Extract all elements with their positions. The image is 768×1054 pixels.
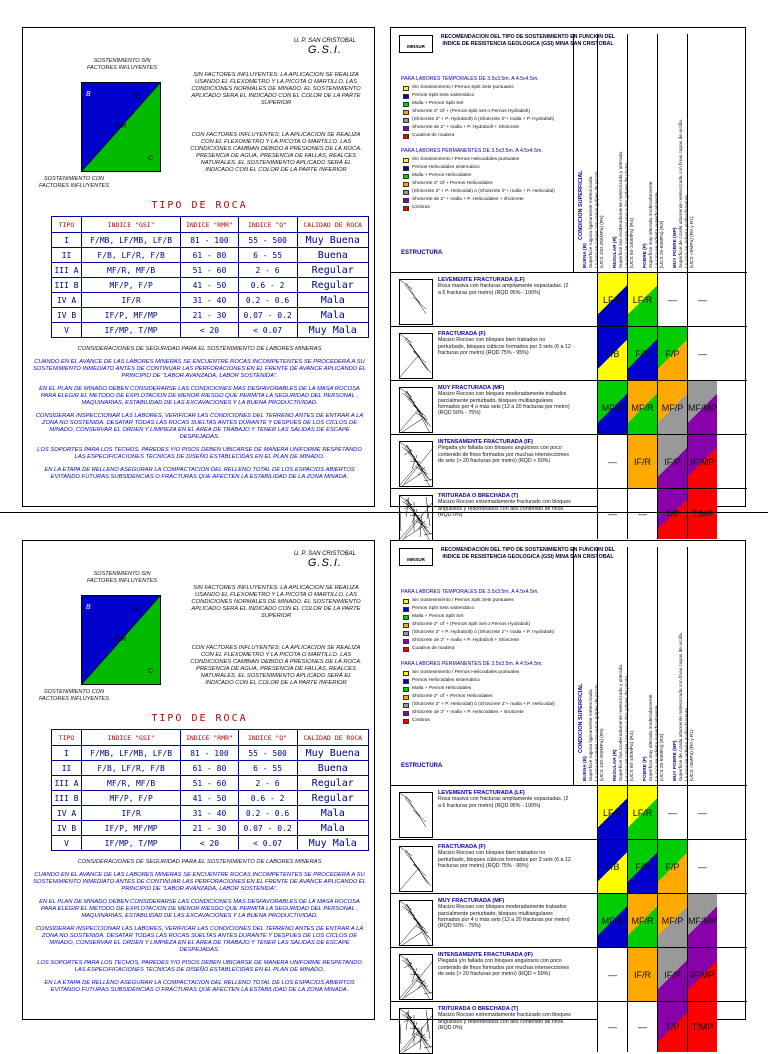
- table-cell: IV A: [52, 806, 82, 821]
- gsi-cell: F/R: [627, 327, 657, 381]
- table-header: TIPO: [52, 217, 82, 233]
- legend-item: Shotcrete 2" c/f + (Pernos Split Set o Pernos Hydrabolt): [403, 622, 530, 628]
- legend-item: Shotcrete 2" c/f + (Pernos Split Set o Pernos Hydrabolt): [403, 109, 530, 115]
- legend-item: (Shotcrete 3" + P. Hydrabolt) ó (Shotcrete 2"+ malla + P. Hydrabolt): [403, 117, 554, 123]
- safety-considerations: [33, 859, 366, 994]
- table-row: [52, 293, 369, 308]
- structure-description: LEVEMENTE FRACTURADA (LF) Roca masiva con fracturas ampliamente espaciadas. (2 a 6 fracturas por metro) (RQD 95% - 100%): [438, 277, 569, 296]
- table-cell: III A: [52, 776, 82, 791]
- chart-title: RECOMENDACION DEL TIPO DE SOSTENIMIENTO EN FUNCION DEL INDICE DE RESISTENCIA GEOLOGICA (GSI) MINA SAN CRISTOBAL: [440, 34, 616, 47]
- table-cell: Muy Buena: [297, 233, 369, 248]
- table-cell: III B: [52, 791, 82, 806]
- table-cell: Buena: [297, 248, 369, 263]
- gsi-color-diagram: [81, 595, 161, 685]
- gsi-cell: —: [687, 273, 717, 327]
- table-cell: 2 - 6: [238, 776, 297, 791]
- legend-item: Sin Sostenimiento / Pernos Helicoidales puntuales: [403, 157, 519, 163]
- structure-description: TRITURADA O BRECHADA (T) Macizo Rocoso extremadamente fracturado con bloques angulosos y redondeados con alto contenido de finos. (RQD 0%): [438, 493, 571, 518]
- diagram-c-label: C: [148, 155, 154, 162]
- legend-swatch: [403, 182, 409, 187]
- legend-swatch: [403, 711, 409, 716]
- table-cell: 81 - 100: [181, 746, 238, 761]
- gsi-cell: T/P: [657, 1002, 687, 1052]
- table-cell: 0.07 - 0.2: [238, 308, 297, 323]
- table-header: CALIDAD DE ROCA: [297, 217, 369, 233]
- table-cell: 51 - 60: [181, 263, 238, 278]
- legend-swatch: [403, 206, 409, 211]
- diagram-b-label: B: [86, 91, 91, 98]
- table-cell: 41 - 50: [181, 791, 238, 806]
- legend-item: Pernos Split Sets sistemático: [403, 93, 474, 99]
- table-cell: MF/R, MF/B: [82, 263, 181, 278]
- chart-title: RECOMENDACION DEL TIPO DE SOSTENIMIENTO EN FUNCION DEL INDICE DE RESISTENCIA GEOLOGICA (GSI) MINA SAN CRISTOBAL: [440, 547, 616, 560]
- label-with-factors: SOSTENIMIENTO CON FACTORES INFLUYENTES: [38, 176, 110, 189]
- considerations-title: CONSIDERACIONES DE SEGURIDAD PARA EL SOSTENIMIENTO DE LABORES MINERAS: [77, 859, 322, 865]
- legend-swatch: [403, 158, 409, 163]
- table-cell: III A: [52, 263, 82, 278]
- table-cell: V: [52, 323, 82, 338]
- table-header: INDICE "RMR": [181, 730, 238, 746]
- legend-item: (Shotcrete 3" + P. Hydrabolt) ó (Shotcrete 2"+ malla + P. Hydrabolt): [403, 630, 554, 636]
- gsi-cell: IF/R: [627, 948, 657, 1002]
- gsi-cell: —: [687, 840, 717, 894]
- gsi-cell: MF/P: [657, 894, 687, 948]
- rock-structure-image: [399, 954, 433, 1000]
- structure-row: [391, 434, 747, 488]
- legend-item: Shotcrete 2" c/f + Pernos Helicoidales: [403, 181, 493, 187]
- legend-item: Cimbras: [403, 205, 430, 211]
- label-without-factors: SOSTENIMIENTO SIN FACTORES INFLUYENTES: [86, 58, 158, 71]
- legend-swatch: [403, 703, 409, 708]
- table-cell: Muy Mala: [297, 836, 369, 851]
- gsi-cell: LF/R: [627, 273, 657, 327]
- consideration-item: EN EL PLAN DE MINADO DEBEN CONSIDERARSE LAS CONDICIONES MAS DESFAVORABLES DE LA MASA ROCOSA PARA ELEGIR EL METODO DE EXPLOTACION DE MENOR RIESGO QUE PERMITA LA SEGURIDAD DEL PERSONAL , MAQUINARIAS, ESTABILIDAD DE LAS EXCAVACIONES Y LA BUENA PRODUCTIVIDAD.: [39, 386, 360, 406]
- legend-item: Shotcrete de 2" + malla + P. Hydrabolt + Shotcrete: [403, 638, 519, 644]
- table-cell: 61 - 80: [181, 761, 238, 776]
- table-header: TIPO: [52, 730, 82, 746]
- legend-swatch: [403, 110, 409, 115]
- structure-row: [391, 947, 747, 1001]
- permanent-title: PARA LABORES PERMANENTES DE 3.5x3.5m. A 4.5x4.5m.: [401, 661, 543, 667]
- paragraph-with-factors: CON FACTORES INFLUYENTES: LA APLICACION SE REALIZA CON EL FLEXOMETRO Y LA PICOTA O MARTILLO. LAS CONDICIONES CAMBIAN DEBIDO A PRESIONES DE LA ROCA. PRESENCIA DE AGUA, PRESENCIA DE FALLAS, REALCES NATURALES. EL SOSTENIMIENTO APLICADO SERÁ EL INDICADO CON EL COLOR DE LA PARTE INFERIOR: [190, 132, 362, 173]
- table-cell: 6 - 55: [238, 248, 297, 263]
- table-row: [52, 776, 369, 791]
- gsi-cell: F/P: [657, 327, 687, 381]
- legend-item: Malla + Pernos Split Set: [403, 614, 463, 620]
- legend-swatch: [403, 190, 409, 195]
- table-cell: II: [52, 248, 82, 263]
- condition-column: MUY POBRE (MP) Superficie de cizalla altamente meteorizada con finas capas de arcilla. La roca se indenta profundamente. (UCS <5MPa) (R0 y R1): [687, 547, 717, 785]
- structure-description: INTENSAMENTE FRACTURADA (IF) Plegada y/o fallada con bloques angulosos con poco contenido de finos formados por muchas intersecciones de sets (> 20 fracturas por metro) (RQD < 50%): [438, 439, 570, 464]
- rock-structure-image: [399, 279, 433, 325]
- rock-type-table: [51, 729, 369, 851]
- legend-item: Shotcrete de 2" + malla + P. Helicoidales + shotcrete: [403, 710, 524, 716]
- legend-swatch: [403, 174, 409, 179]
- gsi-cell: —: [597, 1002, 627, 1052]
- table-cell: IV A: [52, 293, 82, 308]
- gsi-cell: IF/R: [627, 435, 657, 489]
- legend-swatch: [403, 631, 409, 636]
- legend-item: Pernos Helicoidales sistemático: [403, 165, 480, 171]
- gsi-cell: MF/B: [597, 381, 627, 435]
- table-cell: 0.6 - 2: [238, 791, 297, 806]
- table-row: [52, 761, 369, 776]
- legend-item: Shotcrete de 2" + malla + P. Helicoidales + shotcrete: [403, 197, 524, 203]
- gsi-cell: —: [687, 327, 717, 381]
- consideration-item: LOS SOPORTES PARA LOS TECHOS, PAREDES Y/O PISOS DEBEN UBICARSE DE MANERA UNIFORME RESPETANDO LAS ESPECIFICACIONES TECNICAS DE DISEÑO ESTABLECIDAS EN EL PLAN DE MINADO.: [37, 960, 362, 973]
- table-cell: < 0.07: [238, 323, 297, 338]
- table-cell: 2 - 6: [238, 263, 297, 278]
- legend-swatch: [403, 134, 409, 139]
- table-header: INDICE "GSI": [82, 730, 181, 746]
- gsi-cell: MF/P: [657, 381, 687, 435]
- gsi-cell: LF/B: [597, 786, 627, 840]
- gsi-cell: MF/R: [627, 381, 657, 435]
- condition-column: POBRE (P) Superficie muy alterada moderadamente. La roca se indenta superficialmente. (UCS 25-50MPa) (R3): [657, 34, 687, 272]
- legend-swatch: [403, 599, 409, 604]
- table-cell: 41 - 50: [181, 278, 238, 293]
- table-cell: 55 - 500: [238, 233, 297, 248]
- label-with-factors: SOSTENIMIENTO CON FACTORES INFLUYENTES: [38, 689, 110, 702]
- structure-row: [391, 893, 747, 947]
- structure-description: TRITURADA O BRECHADA (T) Macizo Rocoso extremadamente fracturado con bloques angulosos y redondeados con alto contenido de finos. (RQD 0%): [438, 1006, 571, 1031]
- table-cell: IF/R: [82, 293, 181, 308]
- table-cell: I: [52, 233, 82, 248]
- table-cell: IF/MP, T/MP: [82, 323, 181, 338]
- paragraph-without-factors: SIN FACTORES INFLUYENTES: LA APLICACION SE REALIZA USANDO EL FLEXOMETRO Y LA PICOTA O MARTILLO. LAS CONDICIONES NORMALES DE MINADO. EL SOSTENIMIENTO APLICADO SERÁ EL INDICADO CON EL COLOR DE LA PARTE SUPERIOR: [191, 72, 361, 106]
- table-cell: Mala: [297, 806, 369, 821]
- diagram-c-label: C: [148, 668, 154, 675]
- legend-item: Cimbras: [403, 718, 430, 724]
- table-cell: Buena: [297, 761, 369, 776]
- table-cell: Mala: [297, 293, 369, 308]
- table-cell: Mala: [297, 308, 369, 323]
- gsi-cell: F/B: [597, 840, 627, 894]
- table-row: [52, 233, 369, 248]
- gsi-cell: —: [657, 786, 687, 840]
- table-cell: 0.2 - 0.6: [238, 293, 297, 308]
- legend-swatch: [403, 647, 409, 652]
- considerations-title: CONSIDERACIONES DE SEGURIDAD PARA EL SOSTENIMIENTO DE LABORES MINERAS: [77, 346, 322, 352]
- table-cell: IF/P, MF/MP: [82, 821, 181, 836]
- table-row: [52, 806, 369, 821]
- table-header: INDICE "Q": [238, 730, 297, 746]
- legend-swatch: [403, 118, 409, 123]
- legend-item: Sin Sostenimiento / Pernos Split Sets puntuales: [403, 85, 514, 91]
- table-cell: MF/P, F/P: [82, 278, 181, 293]
- table-cell: Regular: [297, 278, 369, 293]
- gsi-left-panel: [22, 540, 375, 1020]
- rock-structure-image: [399, 441, 433, 487]
- legend-item: Cuadros de madera: [403, 133, 454, 139]
- legend-swatch: [403, 671, 409, 676]
- rock-type-table: [51, 216, 369, 338]
- table-cell: 81 - 100: [181, 233, 238, 248]
- table-row: [52, 746, 369, 761]
- diagram-r-label: R: [134, 93, 140, 100]
- table-cell: MF/R, MF/B: [82, 776, 181, 791]
- company-name: U. P. SAN CRISTOBAL: [293, 551, 356, 557]
- gsi-cell: IF/P: [657, 435, 687, 489]
- legend-swatch: [403, 679, 409, 684]
- gsi-cell: MF/MP: [687, 894, 717, 948]
- gsi-page: [0, 512, 768, 1032]
- legend-swatch: [403, 623, 409, 628]
- rock-structure-image: [399, 333, 433, 379]
- diagram-fr-label: F/R: [115, 636, 127, 643]
- table-cell: IF/R: [82, 806, 181, 821]
- legend-item: (Shotcrete 3" + P. Helicoidal) ó (Shotcrete 2"+ malla + P. Helicoidal): [403, 189, 555, 195]
- consideration-item: EN LA ETAPA DE RELLENO ASEGURAR LA COMPACTACION DEL RELLENO TOTAL DE LOS ESPACIOS ABIERTOS EVITANDO FUTURAS SUBSIDENCIAS O FRACTURAS QUE AFECTEN LA ESTABILIDAD DE LA ZONA MINADA.: [44, 467, 355, 480]
- gsi-cell: LF/R: [627, 786, 657, 840]
- page-title: G.S.I.: [307, 557, 342, 569]
- structure-description: MUY FRACTURADA (MF) Macizo Rocoso con bloques moderadamente trabados parcialmente perturbado, bloques multiangulares formados por 4 o más sets (12 a 20 fracturas por metro) (RQD 50% - 75%): [438, 385, 570, 417]
- table-cell: F/MB, LF/MB, LF/B: [82, 746, 181, 761]
- table-row: [52, 248, 369, 263]
- table-cell: Mala: [297, 821, 369, 836]
- gsi-cell: —: [597, 489, 627, 539]
- legend-item: Pernos Split Sets sistemático: [403, 606, 474, 612]
- gsi-cell: —: [597, 948, 627, 1002]
- structure-row: [391, 326, 747, 380]
- table-header: INDICE "GSI": [82, 217, 181, 233]
- surface-condition-label: CONDICION SUPERFICIAL: [578, 170, 584, 240]
- structure-row: [391, 380, 747, 434]
- company-name: U. P. SAN CRISTOBAL: [293, 38, 356, 44]
- table-header: INDICE "RMR": [181, 217, 238, 233]
- condition-column: BUENA (B) Superficie rugosa ligeramente meteorizada. La roca se rompe con varios golpes de picota. (UCS 100-250MPa) (R5): [597, 34, 627, 272]
- gsi-cell: T/MP: [687, 489, 717, 539]
- gsi-cell: LF/B: [597, 273, 627, 327]
- gsi-cell: —: [597, 435, 627, 489]
- table-cell: < 20: [181, 323, 238, 338]
- gsi-cell: T/P: [657, 489, 687, 539]
- table-cell: 55 - 500: [238, 746, 297, 761]
- legend-item: Malla + Pernos Helicoidales: [403, 686, 471, 692]
- table-row: [52, 263, 369, 278]
- table-header: INDICE "Q": [238, 217, 297, 233]
- table-cell: 31 - 40: [181, 806, 238, 821]
- legend-swatch: [403, 86, 409, 91]
- table-cell: Regular: [297, 263, 369, 278]
- consideration-item: CONSIDERAR INSPECCIONAR LAS LABORES, VERIFICAR LAS CONDICIONES DEL TERRENO ANTES DE ENTRAR A LA ZONA NO SOSTENIDA. DESATAR TODAS LAS ROCAS SUELTAS ANTES DURANTE Y DESPUES DE LOS CICLOS DE MINADO, CONSERVAR EL ORDEN Y LIMPIEZA EN EL AREA DE TRABAJO Y TENER LAS SALIDAS DE ESCAPE DESPEJADAS.: [35, 926, 364, 953]
- consideration-item: EN EL PLAN DE MINADO DEBEN CONSIDERARSE LAS CONDICIONES MAS DESFAVORABLES DE LA MASA ROCOSA PARA ELEGIR EL METODO DE EXPLOTACION DE MENOR RIESGO QUE PERMITA LA SEGURIDAD DEL PERSONAL , MAQUINARIAS, ESTABILIDAD DE LAS EXCAVACIONES Y LA BUENA PRODUCTIVIDAD.: [39, 899, 360, 919]
- table-header: CALIDAD DE ROCA: [297, 730, 369, 746]
- gsi-cell: —: [627, 1002, 657, 1052]
- structure-description: FRACTURADA (F) Macizo Rocoso con bloques bien trabados no perturbado, bloques cúbicos formados por 3 sets (6 a 12 fracturas por metro) (RQD 75% - 95%): [438, 331, 571, 356]
- legend-item: Malla + Pernos Split Set: [403, 101, 463, 107]
- company-logo: MINSUR: [399, 548, 433, 566]
- table-cell: IV B: [52, 821, 82, 836]
- structure-label: ESTRUCTURA: [401, 250, 443, 256]
- gsi-cell: F/P: [657, 840, 687, 894]
- table-cell: 61 - 80: [181, 248, 238, 263]
- table-title: TIPO DE ROCA: [151, 713, 248, 724]
- table-cell: 6 - 55: [238, 761, 297, 776]
- condition-column: BUENA (B) Superficie rugosa ligeramente meteorizada. La roca se rompe con varios golpes de picota. (UCS 100-250MPa) (R5): [597, 547, 627, 785]
- gsi-cell: T/MP: [687, 1002, 717, 1052]
- structure-description: LEVEMENTE FRACTURADA (LF) Roca masiva con fracturas ampliamente espaciadas. (2 a 6 fracturas por metro) (RQD 95% - 100%): [438, 790, 569, 809]
- table-cell: Muy Buena: [297, 746, 369, 761]
- structure-description: MUY FRACTURADA (MF) Macizo Rocoso con bloques moderadamente trabados parcialmente perturbado, bloques multiangulares formados por 4 o más sets (12 a 20 fracturas por metro) (RQD 50% - 75%): [438, 898, 570, 930]
- legend-swatch: [403, 94, 409, 99]
- legend-swatch: [403, 695, 409, 700]
- condition-column: MUY POBRE (MP) Superficie de cizalla altamente meteorizada con finas capas de arcilla. La roca se indenta profundamente. (UCS <5MPa) (R0 y R1): [687, 34, 717, 272]
- table-cell: 21 - 30: [181, 308, 238, 323]
- legend-swatch: [403, 615, 409, 620]
- legend-item: Malla + Pernos Helicoidales: [403, 173, 471, 179]
- structure-row: [391, 839, 747, 893]
- table-cell: 0.6 - 2: [238, 278, 297, 293]
- table-cell: F/B, LF/R, F/B: [82, 761, 181, 776]
- legend-swatch: [403, 639, 409, 644]
- gsi-cell: F/R: [627, 840, 657, 894]
- legend-item: Pernos Helicoidales sistemático: [403, 678, 480, 684]
- company-logo: MINSUR: [399, 35, 433, 53]
- rock-structure-image: [399, 900, 433, 946]
- structure-label: ESTRUCTURA: [401, 763, 443, 769]
- table-cell: Muy Mala: [297, 323, 369, 338]
- table-row: [52, 308, 369, 323]
- paragraph-with-factors: CON FACTORES INFLUYENTES: LA APLICACION SE REALIZA CON EL FLEXOMETRO Y LA PICOTA O MARTILLO. LAS CONDICIONES CAMBIAN DEBIDO A PRESIONES DE LA ROCA. PRESENCIA DE AGUA, PRESENCIA DE FALLAS, REALCES NATURALES. EL SOSTENIMIENTO APLICADO SERÁ EL INDICADO CON EL COLOR DE LA PARTE INFERIOR: [190, 645, 362, 686]
- legend-item: Sin Sostenimiento / Pernos Split Sets puntuales: [403, 598, 514, 604]
- page-title: G.S.I.: [307, 44, 342, 56]
- legend-swatch: [403, 687, 409, 692]
- legend-swatch: [403, 719, 409, 724]
- page-header: [294, 551, 356, 569]
- permanent-title: PARA LABORES PERMANENTES DE 3.5x3.5m. A 4.5x4.5m.: [401, 148, 543, 154]
- table-cell: Regular: [297, 776, 369, 791]
- legend-swatch: [403, 198, 409, 203]
- paragraph-without-factors: SIN FACTORES INFLUYENTES: LA APLICACION SE REALIZA USANDO EL FLEXOMETRO Y LA PICOTA O MARTILLO. LAS CONDICIONES NORMALES DE MINADO. EL SOSTENIMIENTO APLICADO SERÁ EL INDICADO CON EL COLOR DE LA PARTE SUPERIOR: [191, 585, 361, 619]
- table-cell: IV B: [52, 308, 82, 323]
- structure-row: [391, 272, 747, 326]
- gsi-cell: MF/B: [597, 894, 627, 948]
- rock-structure-image: [399, 846, 433, 892]
- legend-swatch: [403, 102, 409, 107]
- temporary-title: PARA LABORES TEMPORALES DE 3.5x3.5m. A 4.5x4.5m.: [401, 589, 539, 595]
- consideration-item: CUANDO EN EL AVANCE DE LAS LABORES MINERAS SE ENCUENTRE ROCAS INCOMPETENTES SE PROCEDERÁ A SU SOSTENIMIENTO INMEDIATO ANTES DE CONTINUAR LAS PERFORACIONES EN EL FRENTE DE AVANCE APLICANDO EL PRINCIPIO DE "LABOR AVANZADA, LABOR SOSTENIDA".: [33, 872, 366, 892]
- rock-structure-image: [399, 792, 433, 838]
- table-title: TIPO DE ROCA: [151, 200, 248, 211]
- condition-column: REGULAR (R) Superficie lisa moderadamente meteorizada y alterada. La roca se rompe con uno o dos golpes de picota. (UCS 50-100MPa) (R4): [627, 34, 657, 272]
- table-row: [52, 836, 369, 851]
- diagram-r-label: R: [134, 606, 140, 613]
- gsi-cell: MF/R: [627, 894, 657, 948]
- table-cell: < 20: [181, 836, 238, 851]
- condition-column: REGULAR (R) Superficie lisa moderadamente meteorizada y alterada. La roca se rompe con uno o dos golpes de picota. (UCS 50-100MPa) (R4): [627, 547, 657, 785]
- table-cell: MF/P, F/P: [82, 791, 181, 806]
- legend-item: Shotcrete 2" c/f + Pernos Helicoidales: [403, 694, 493, 700]
- consideration-item: CONSIDERAR INSPECCIONAR LAS LABORES, VERIFICAR LAS CONDICIONES DEL TERRENO ANTES DE ENTRAR A LA ZONA NO SOSTENIDA. DESATAR TODAS LAS ROCAS SUELTAS ANTES DURANTE Y DESPUES DE LOS CICLOS DE MINADO, CONSERVAR EL ORDEN Y LIMPIEZA EN EL AREA DE TRABAJO Y TENER LAS SALIDAS DE ESCAPE DESPEJADAS.: [35, 413, 364, 440]
- table-cell: 0.2 - 0.6: [238, 806, 297, 821]
- structure-row: [391, 1001, 747, 1051]
- gsi-color-diagram: [81, 82, 161, 172]
- gsi-cell: IF/MP: [687, 948, 717, 1002]
- gsi-cell: —: [627, 489, 657, 539]
- diagram-b-label: B: [86, 604, 91, 611]
- gsi-cell: —: [657, 273, 687, 327]
- table-cell: IF/MP, T/MP: [82, 836, 181, 851]
- legend-item: Sin Sostenimiento / Pernos Helicoidales puntuales: [403, 670, 519, 676]
- surface-condition-label: CONDICION SUPERFICIAL: [578, 683, 584, 753]
- consideration-item: CUANDO EN EL AVANCE DE LAS LABORES MINERAS SE ENCUENTRE ROCAS INCOMPETENTES SE PROCEDERÁ A SU SOSTENIMIENTO INMEDIATO ANTES DE CONTINUAR LAS PERFORACIONES EN EL FRENTE DE AVANCE APLICANDO EL PRINCIPIO DE "LABOR AVANZADA, LABOR SOSTENIDA".: [33, 359, 366, 379]
- condition-column: POBRE (P) Superficie muy alterada moderadamente. La roca se indenta superficialmente. (UCS 25-50MPa) (R3): [657, 547, 687, 785]
- table-row: [52, 278, 369, 293]
- gsi-right-panel: [390, 27, 746, 519]
- table-cell: II: [52, 761, 82, 776]
- label-without-factors: SOSTENIMIENTO SIN FACTORES INFLUYENTES: [86, 571, 158, 584]
- table-cell: 21 - 30: [181, 821, 238, 836]
- table-row: [52, 323, 369, 338]
- consideration-item: LOS SOPORTES PARA LOS TECHOS, PAREDES Y/O PISOS DEBEN UBICARSE DE MANERA UNIFORME RESPETANDO LAS ESPECIFICACIONES TECNICAS DE DISEÑO ESTABLECIDAS EN EL PLAN DE MINADO.: [37, 447, 362, 460]
- legend-swatch: [403, 166, 409, 171]
- table-cell: I: [52, 746, 82, 761]
- table-cell: 51 - 60: [181, 776, 238, 791]
- safety-considerations: [33, 346, 366, 481]
- legend-item: (Shotcrete 3" + P. Helicoidal) ó (Shotcrete 2"+ malla + P. Helicoidal): [403, 702, 555, 708]
- temporary-title: PARA LABORES TEMPORALES DE 3.5x3.5m. A 4.5x4.5m.: [401, 76, 539, 82]
- gsi-cell: MF/MP: [687, 381, 717, 435]
- table-cell: V: [52, 836, 82, 851]
- legend-item: Shotcrete de 2" + malla + P. Hydrabolt + Shotcrete: [403, 125, 519, 131]
- page-header: [294, 38, 356, 56]
- consideration-item: EN LA ETAPA DE RELLENO ASEGURAR LA COMPACTACION DEL RELLENO TOTAL DE LOS ESPACIOS ABIERTOS EVITANDO FUTURAS SUBSIDENCIAS O FRACTURAS QUE AFECTEN LA ESTABILIDAD DE LA ZONA MINADA.: [44, 980, 355, 993]
- table-row: [52, 821, 369, 836]
- structure-description: INTENSAMENTE FRACTURADA (IF) Plegada y/o fallada con bloques angulosos con poco contenido de finos formados por muchas intersecciones de sets (> 20 fracturas por metro) (RQD < 50%): [438, 952, 570, 977]
- legend-swatch: [403, 607, 409, 612]
- diagram-fr-label: F/R: [115, 123, 127, 130]
- table-cell: F/MB, LF/MB, LF/B: [82, 233, 181, 248]
- gsi-left-panel: [22, 27, 375, 507]
- structure-row: [391, 785, 747, 839]
- rock-structure-image: [399, 387, 433, 433]
- table-cell: 0.07 - 0.2: [238, 821, 297, 836]
- gsi-cell: —: [687, 786, 717, 840]
- legend-swatch: [403, 126, 409, 131]
- gsi-page: [0, 0, 768, 519]
- table-cell: Regular: [297, 791, 369, 806]
- table-cell: < 0.07: [238, 836, 297, 851]
- table-cell: 31 - 40: [181, 293, 238, 308]
- table-cell: IF/P, MF/MP: [82, 308, 181, 323]
- rock-structure-image: [399, 1008, 433, 1054]
- table-cell: F/B, LF/R, F/B: [82, 248, 181, 263]
- gsi-cell: IF/MP: [687, 435, 717, 489]
- table-cell: III B: [52, 278, 82, 293]
- structure-description: FRACTURADA (F) Macizo Rocoso con bloques bien trabados no perturbado, bloques cúbicos formados por 3 sets (6 a 12 fracturas por metro) (RQD 75% - 95%): [438, 844, 571, 869]
- gsi-right-panel: [390, 540, 746, 1032]
- gsi-cell: IF/P: [657, 948, 687, 1002]
- legend-item: Cuadros de madera: [403, 646, 454, 652]
- gsi-cell: F/B: [597, 327, 627, 381]
- table-row: [52, 791, 369, 806]
